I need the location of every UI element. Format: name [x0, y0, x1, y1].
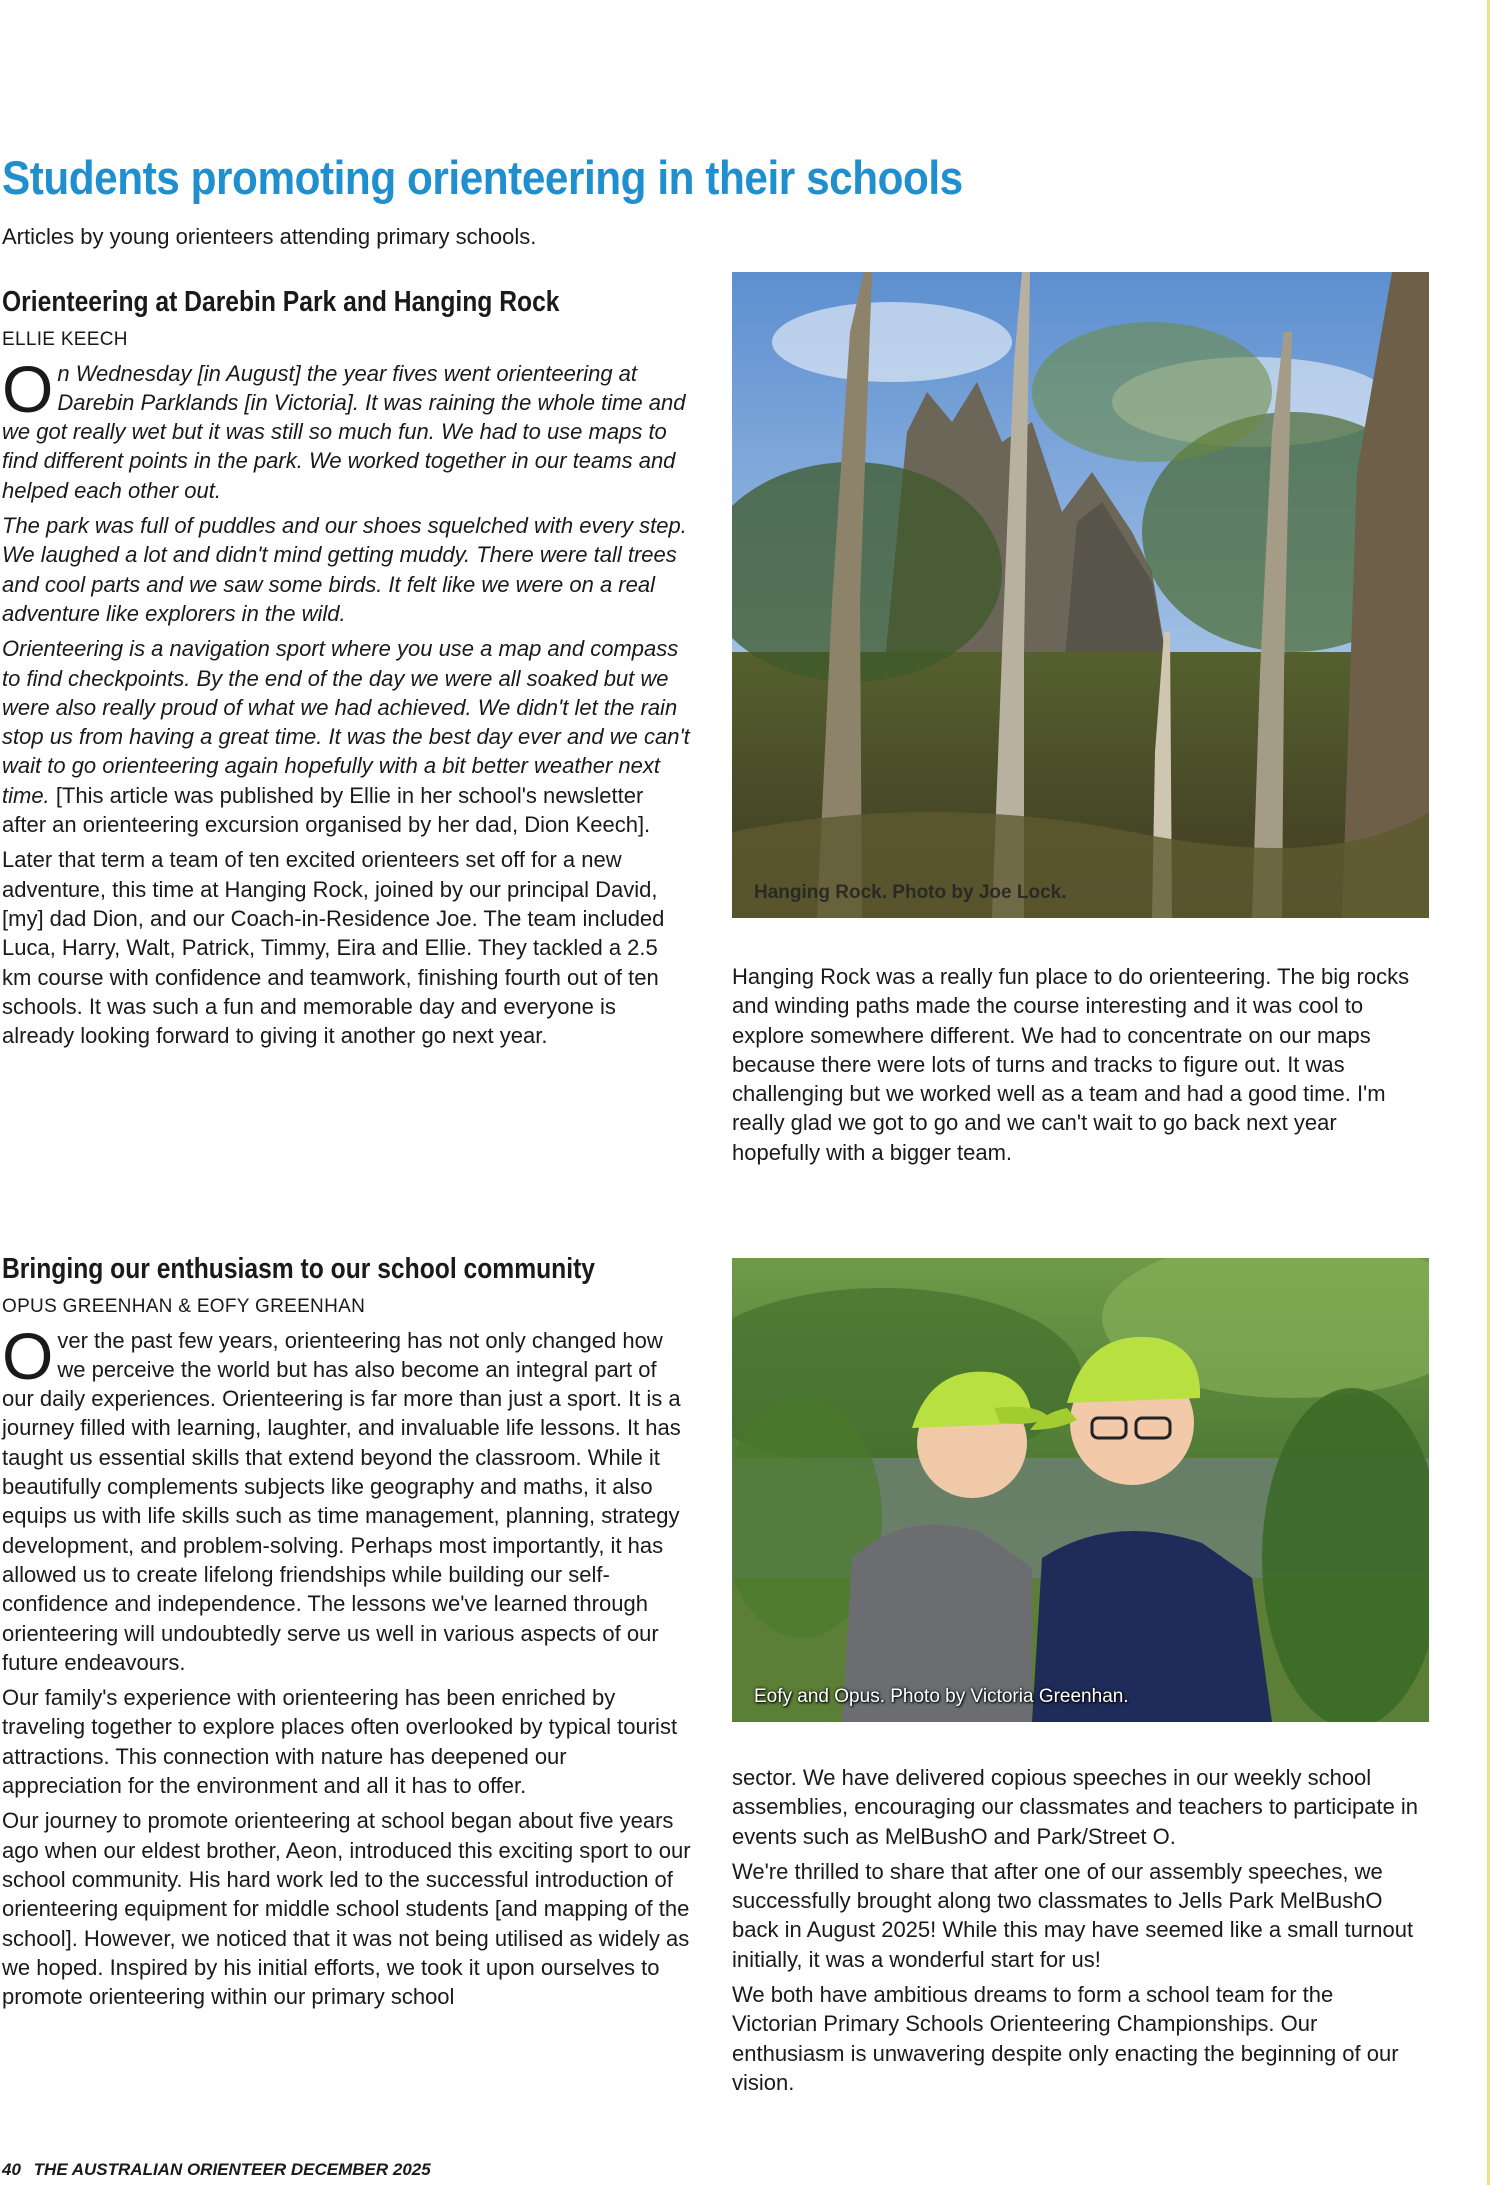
- article2-heading: Bringing our enthusiasm to our school community: [2, 1253, 596, 1285]
- article1-editor-note: [This article was published by Ellie in her school's newsletter after an orienteering excursion organised by her dad, Dion Keech].: [2, 782, 651, 838]
- publication-name: THE AUSTRALIAN ORIENTEER: [33, 2160, 287, 2179]
- article2-paragraph-6: We both have ambitious dreams to form a school team for the Victorian Primary Schools Orienteering Championships. Our enthusiasm is unwavering despite only enacting the beginning of our vision.: [732, 1982, 1399, 2095]
- hanging-rock-photo: [732, 272, 1429, 918]
- article2-author: OPUS GREENHAN & EOFY GREENHAN: [2, 1296, 366, 1318]
- article1-paragraph-1: [2, 351, 692, 505]
- eofy-and-opus-photo: [732, 1258, 1429, 1722]
- article2-paragraph-1-text: ver the past few years, orienteering has not only changed how we perceive the world but has also become an integral part of our daily experiences. Orienteering is far more than just a sport. It is a journey filled with learning, laughter, and invaluable life lessons. It has taught us essential skills that extend beyond the classroom. While it beautifully complements subjects like geography and maths, it also equips us with life skills such as time management, planning, strategy development, and problem-solving. Perhaps most importantly, it has allowed us to create lifelong friendships while building our self-confidence and independence. The lessons we've learned through orienteering will undoubtedly serve us well in various aspects of our future endeavours.: [2, 1327, 681, 1675]
- page-title: Students promoting orienteering in their schools: [2, 151, 963, 204]
- article1-right-column: [732, 962, 1422, 1173]
- page-footer: [2, 2160, 431, 2180]
- article1-paragraph-3: [2, 634, 692, 839]
- page-subtitle: Articles by young orienteers attending primary schools.: [2, 224, 537, 249]
- article2-paragraph-1: [2, 1318, 692, 1678]
- article2-left-column: [2, 1255, 692, 2017]
- article1-paragraph-3-text: Orienteering is a navigation sport where you use a map and compass to find checkpoints. By the end of the day we were all soaked but we were also really proud of what we had achieved. We didn't let the rain stop us from having a great time. It was the best day ever and we can't wait to go orienteering again hopefully with a bit better weather next time.: [2, 636, 690, 808]
- article1-author: ELLIE KEECH: [2, 329, 128, 351]
- article1-paragraph-1-text: n Wednesday [in August] the year fives went orienteering at Darebin Parklands [in Victoria]. It was raining the whole time and we got really wet but it was still so much fun. We had to use maps to find different points in the park. We worked together in our teams and helped each other out.: [2, 360, 686, 503]
- article2-dropcap: O: [2, 1318, 54, 1393]
- article2-paragraph-2: Our family's experience with orienteering has been enriched by traveling together to explore places often overlooked by typical tourist attractions. This connection with nature has deepened our appreciation for the environment and all it has to offer.: [2, 1685, 678, 1799]
- article1-heading: Orienteering at Darebin Park and Hanging Rock: [2, 286, 560, 318]
- hanging-rock-photo-caption: Hanging Rock. Photo by Joe Lock.: [754, 882, 1067, 903]
- article1-paragraph-5: Hanging Rock was a really fun place to do orienteering. The big rocks and winding paths made the course interesting and it was cool to explore somewhere different. We had to concentrate on our maps because there were lots of turns and tracks to figure out. It was challenging but we worked well as a team and had a good time. I'm really glad we got to go and we can't wait to go back next year hopefully with a bigger team.: [732, 964, 1410, 1165]
- article2-paragraph-5: We're thrilled to share that after one of our assembly speeches, we successfully brought along two classmates to Jells Park MelBushO back in August 2025! While this may have seemed like a small turnout initially, it was a wonderful start for us!: [732, 1858, 1414, 1972]
- article1-paragraph-4: Later that term a team of ten excited orienteers set off for a new adventure, this time at Hanging Rock, joined by our principal David, [my] dad Dion, and our Coach-in-Residence Joe. The team included Luca, Harry, Walt, Patrick, Timmy, Eira and Ellie. They tackled a 2.5 km course with confidence and teamwork, finishing fourth out of ten schools. It was such a fun and memorable day and everyone is already looking forward to giving it another go next year.: [2, 847, 665, 1049]
- page-number: 40: [2, 2160, 21, 2179]
- article2-paragraph-3: Our journey to promote orienteering at school began about five years ago when our eldest brother, Aeon, introduced this exciting sport to our school community. His hard work led to the successful introduction of orienteering equipment for middle school students [and mapping of the school]. However, we noticed that it was not being utilised as widely as we hoped. Inspired by his initial efforts, we took it upon ourselves to promote orienteering within our primary school: [2, 1808, 691, 2010]
- article2-paragraph-4: sector. We have delivered copious speeches in our weekly school assemblies, encouraging our classmates and teachers to participate in events such as MelBushO and Park/Street O.: [732, 1765, 1419, 1849]
- article2-right-column: [732, 1763, 1422, 2103]
- article1-paragraph-2: The park was full of puddles and our shoes squelched with every step. We laughed a lot and didn't mind getting muddy. There were tall trees and cool parts and we saw some birds. It felt like we were on a real adventure like explorers in the wild.: [2, 513, 687, 626]
- eofy-and-opus-photo-caption: Eofy and Opus. Photo by Victoria Greenhan.: [754, 1686, 1129, 1707]
- article1-left-column: [2, 288, 692, 1056]
- article1-dropcap: O: [2, 351, 54, 426]
- issue-date: DECEMBER 2025: [290, 2160, 431, 2179]
